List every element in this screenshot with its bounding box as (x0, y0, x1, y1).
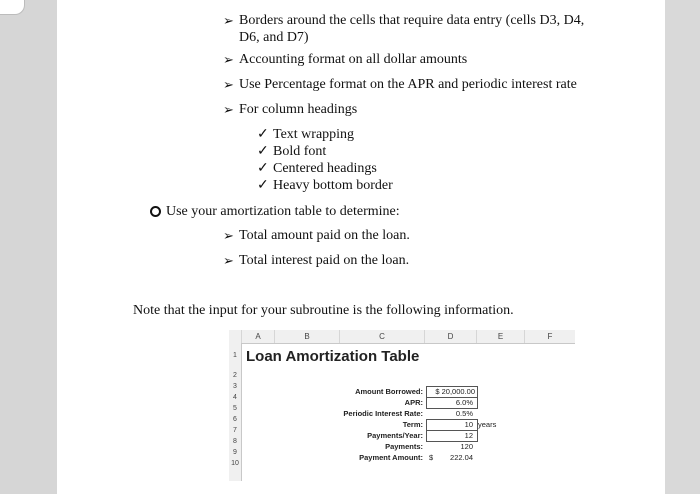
periodic-rate-value: 0.5% (455, 409, 473, 418)
amount-borrowed-label: Amount Borrowed: (355, 387, 423, 396)
payment-amount-value: 222.04 (450, 453, 473, 462)
column-header: A (242, 330, 275, 343)
excel-screenshot (229, 330, 575, 481)
checkmark-icon: ✓ (257, 127, 269, 142)
term-unit: years (478, 420, 497, 429)
row-header: 9 (233, 449, 237, 456)
amount-borrowed-value: $ 20,000.00 (435, 387, 475, 396)
periodic-rate-label: Periodic Interest Rate: (343, 409, 423, 418)
bullet-text: Accounting format on all dollar amounts (239, 52, 468, 67)
row-header: 10 (231, 460, 239, 467)
column-header: B (275, 330, 340, 343)
column-header: C (340, 330, 425, 343)
row-header: 3 (233, 383, 237, 390)
page-corner-tab (0, 0, 25, 15)
loan-table-title: Loan Amortization Table (246, 348, 420, 365)
arrow-bullet-icon: ➢ (223, 102, 234, 117)
note-paragraph: Note that the input for your subroutine is the following information. (133, 303, 514, 318)
payments-per-year-value: 12 (464, 431, 473, 440)
column-header: E (477, 330, 525, 343)
bullet-text: Borders around the cells that require data entry (cells D3, D4, (239, 13, 585, 28)
row-header: 6 (233, 416, 237, 423)
term-value: 10 (464, 420, 473, 429)
payments-value: 120 (460, 442, 473, 451)
bullet-text: For column headings (239, 102, 358, 117)
checkmark-icon: ✓ (257, 178, 269, 193)
circle-bullet-icon (150, 206, 161, 217)
column-header: D (425, 330, 477, 343)
apr-value: 6.0% (455, 398, 473, 407)
bullet-text-continued: D6, and D7) (239, 30, 309, 45)
select-all-corner (229, 330, 242, 343)
checkmark-icon: ✓ (257, 144, 269, 159)
check-text: Text wrapping (273, 127, 355, 142)
bullet-text: Total amount paid on the loan. (239, 228, 410, 243)
check-text: Centered headings (273, 161, 377, 176)
left-gray-margin (0, 0, 57, 494)
arrow-bullet-icon: ➢ (223, 228, 234, 243)
apr-label: APR: (404, 398, 423, 407)
payment-amount-label: Payment Amount: (359, 453, 423, 462)
row-header: 7 (233, 427, 237, 434)
arrow-bullet-icon: ➢ (223, 253, 234, 268)
payments-per-year-label: Payments/Year: (367, 431, 423, 440)
check-text: Bold font (273, 144, 327, 159)
check-text: Heavy bottom border (273, 178, 393, 193)
column-header: F (525, 330, 575, 343)
bullet-text: Use Percentage format on the APR and periodic interest rate (239, 77, 577, 92)
arrow-bullet-icon: ➢ (223, 52, 234, 67)
circle-item-text: Use your amortization table to determine: (166, 204, 400, 219)
payments-label: Payments: (385, 442, 423, 451)
column-headers (229, 330, 575, 344)
row-header: 2 (233, 372, 237, 379)
row-header: 5 (233, 405, 237, 412)
document-page (57, 0, 665, 494)
term-label: Term: (402, 420, 423, 429)
row-header: 1 (233, 352, 237, 359)
bullet-text: Total interest paid on the loan. (239, 253, 410, 268)
arrow-bullet-icon: ➢ (223, 77, 234, 92)
row-header: 8 (233, 438, 237, 445)
row-header: 4 (233, 394, 237, 401)
arrow-bullet-icon: ➢ (223, 13, 234, 28)
row-headers (229, 343, 242, 481)
right-gray-margin (665, 0, 700, 494)
checkmark-icon: ✓ (257, 161, 269, 176)
payment-amount-currency: $ (429, 453, 434, 462)
